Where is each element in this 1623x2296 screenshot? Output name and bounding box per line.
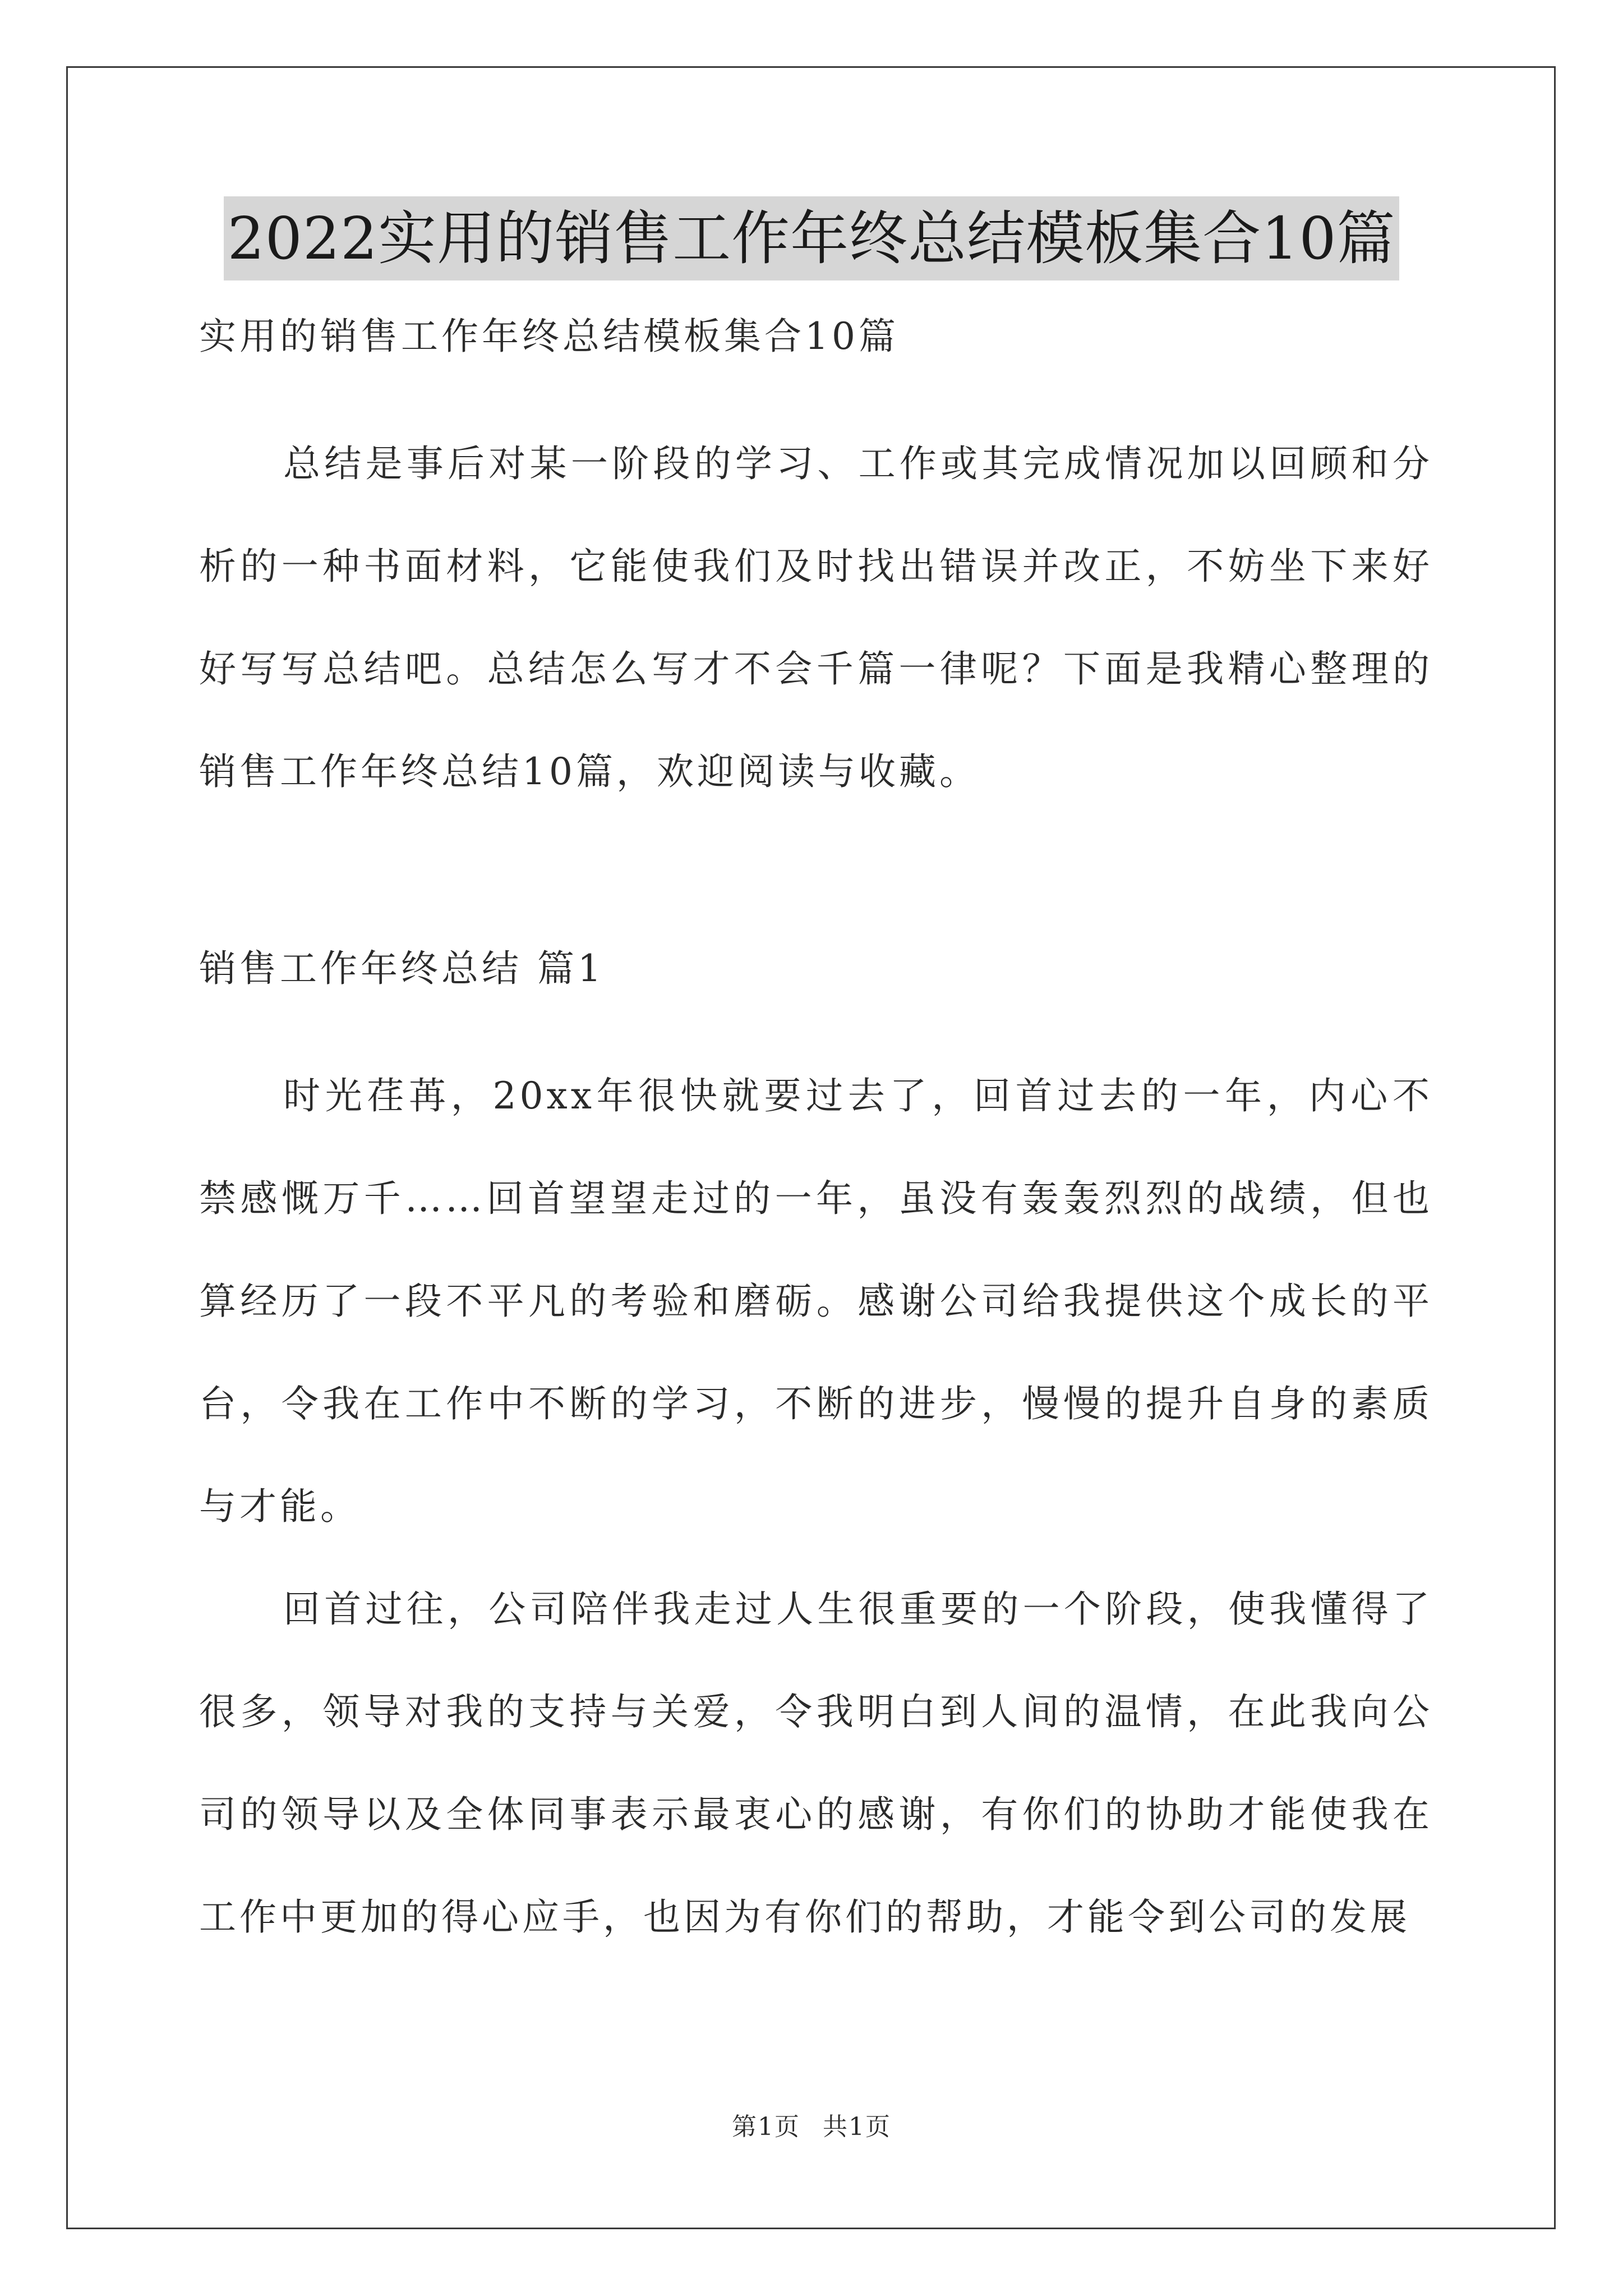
page-footer — [0, 2106, 1623, 2142]
body-paragraph-1: 时光荏苒，20xx年很快就要过去了，回首过去的一年，内心不禁感慨万千……回首望望走过的一年，虽没有轰轰烈烈的战绩，但也算经历了一段不平凡的考验和磨砺。感谢公司给我提供这个成长的平台，令我在工作中不断的学习，不断的进步，慢慢的提升自身的素质与才能。 — [199, 1074, 1433, 1528]
document-body — [199, 314, 1433, 1968]
intro-paragraph: 总结是事后对某一阶段的学习、工作或其完成情况加以回顾和分析的一种书面材料，它能使我们及时找出错误并改正，不妨坐下来好好写写总结吧。总结怎么写才不会千篇一律呢？下面是我精心整理的销售工作年终总结10篇，欢迎阅读与收藏。 — [199, 442, 1433, 793]
document-title: 2022实用的销售工作年终总结模板集合10篇 — [224, 196, 1399, 280]
title-container — [0, 196, 1623, 280]
section-heading: 销售工作年终总结 篇1 — [199, 947, 605, 990]
page-number: 第1页 — [732, 2113, 800, 2141]
document-subtitle: 实用的销售工作年终总结模板集合10篇 — [199, 315, 899, 358]
page-total: 共1页 — [823, 2113, 891, 2141]
body-paragraph-2: 回首过往，公司陪伴我走过人生很重要的一个阶段，使我懂得了很多，领导对我的支持与关爱，令我明白到人间的温情，在此我向公司的领导以及全体同事表示最衷心的感谢，有你们的协助才能使我在工作中更加的得心应手，也因为有你们的帮助，才能令到公司的发展 — [199, 1588, 1433, 1939]
